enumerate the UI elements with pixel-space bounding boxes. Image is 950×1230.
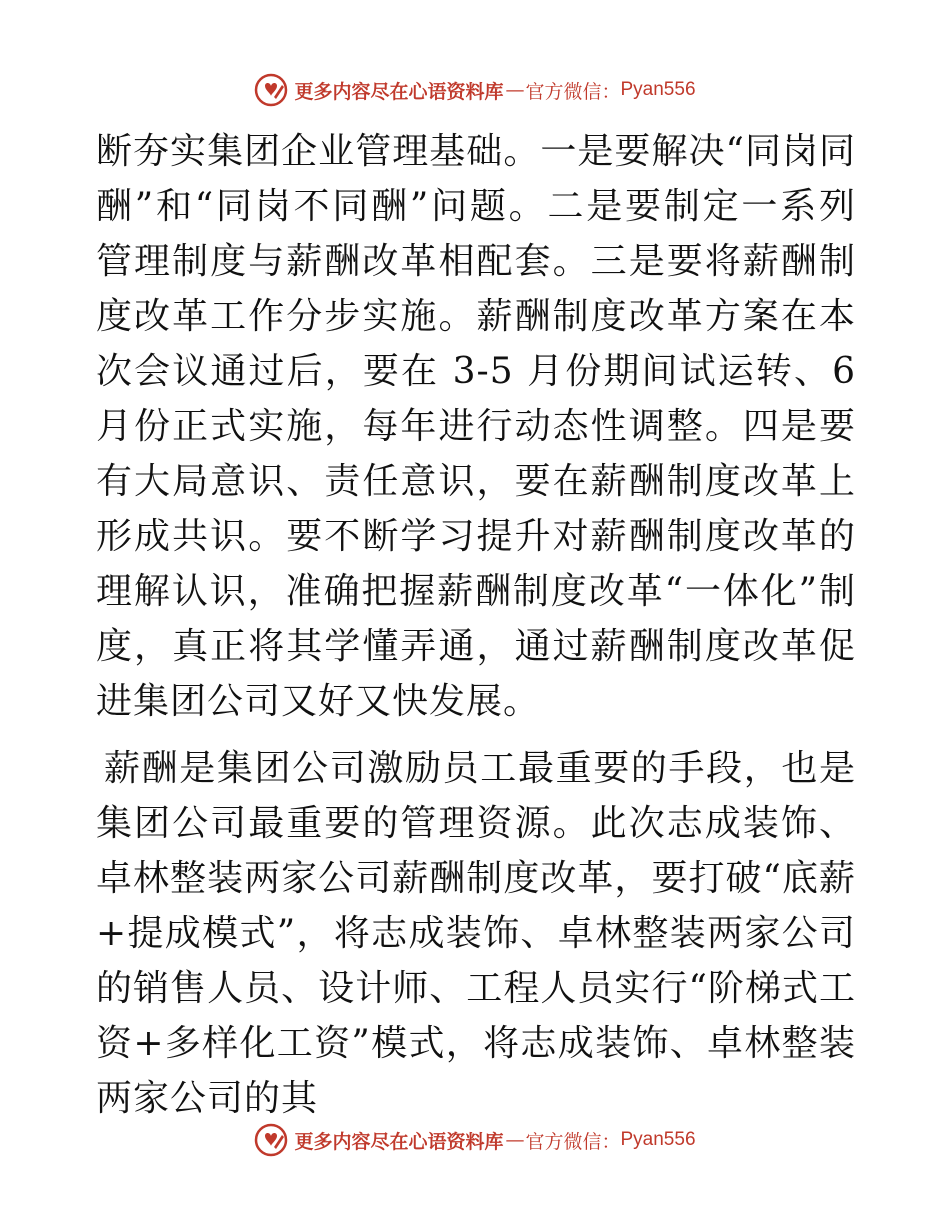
banner-wechat-label: 官方微信： [525,80,621,103]
banner-dash: — [505,79,524,101]
header-banner [0,70,950,110]
heart-pen-logo-icon [254,73,288,107]
banner-wechat-label: 官方微信： [525,1130,621,1153]
footer-banner [0,1120,950,1160]
paragraph-1: 断夯实集团企业管理基础。一是要解决“同岗同酬”和“同岗不同酬”问题。二是要制定一系列管理制度与薪酬改革相配套。三是要将薪酬制度改革工作分步实施。薪酬制度改革方案在本次会议通过后，要在 3-5 月份期间试运转、6 月份正式实施，每年进行动态性调整。四是要有大局意识、责任意识，要在薪酬制度改革上形成共识。要不断学习提升对薪酬制度改革的理解认识，准确把握薪酬制度改革“一体化”制度，真正将其学懂弄通，通过薪酬制度改革促进集团公司又好又快发展。 [96,131,856,722]
heart-pen-logo-icon [254,1123,288,1157]
paragraph-2: 薪酬是集团公司激励员工最重要的手段，也是集团公司最重要的管理资源。此次志成装饰、卓林整装两家公司薪酬制度改革，要打破“底薪+提成模式”，将志成装饰、卓林整装两家公司的销售人员、设计师、工程人员实行“阶梯式工资+多样化工资”模式，将志成装饰、卓林整装两家公司的其 [96,748,856,1119]
footer-banner-text [294,1127,695,1154]
banner-wechat-handle: Pyan556 [620,1129,696,1150]
header-banner-text [294,77,695,104]
banner-dash: — [505,1129,524,1151]
banner-brand: 更多内容尽在心语资料库 [294,80,504,103]
banner-wechat-handle: Pyan556 [620,79,696,100]
document-body [96,124,856,1126]
banner-brand: 更多内容尽在心语资料库 [294,1130,504,1153]
